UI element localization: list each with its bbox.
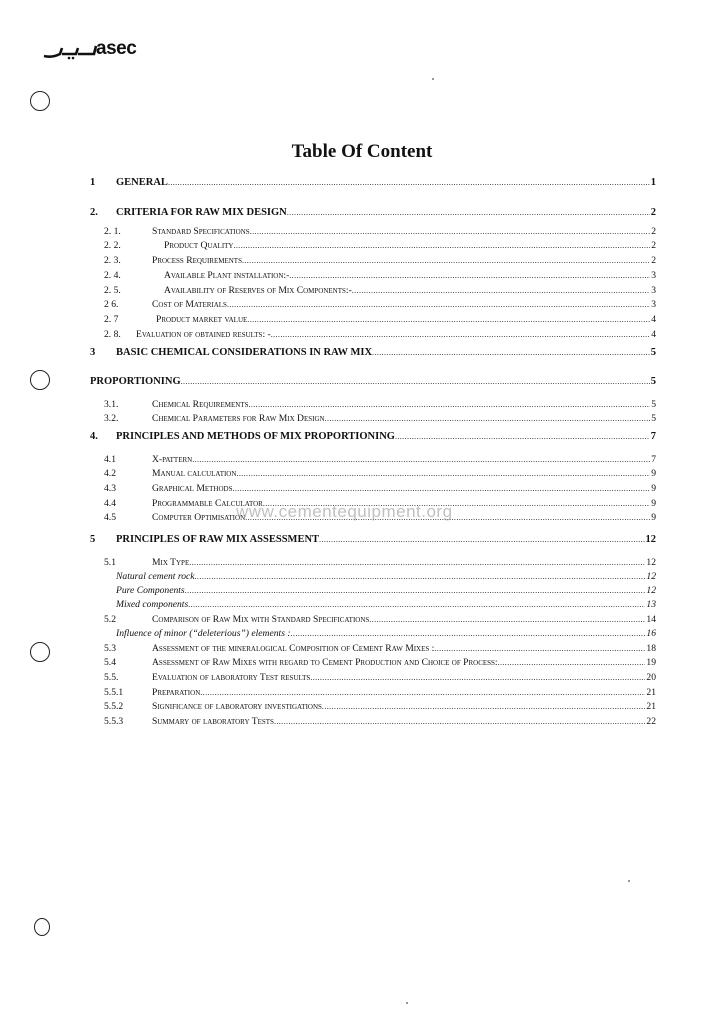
dot-leader xyxy=(434,644,645,653)
toc-entry-title: Standard Specifications xyxy=(152,226,250,237)
punch-hole xyxy=(30,642,50,662)
toc-entry-title: Comparison of Raw Mix with Standard Specifications xyxy=(152,614,370,625)
dot-leader xyxy=(195,572,646,581)
toc-entry-title: Mix Type xyxy=(152,557,190,568)
dot-leader xyxy=(232,484,650,493)
toc-entry-number: 2. 3. xyxy=(104,255,121,266)
toc-entry-page: 4 xyxy=(651,329,656,340)
toc-entry-page: 2 xyxy=(651,226,656,237)
toc-entry-number: 5.5. xyxy=(104,672,119,683)
toc-entry-page: 5 xyxy=(651,413,656,424)
dot-leader xyxy=(248,400,650,409)
toc-entry-page: 2 xyxy=(651,240,656,251)
dot-leader xyxy=(289,271,650,280)
toc-entry-number: 2. xyxy=(90,207,98,218)
toc-entry-page: 20 xyxy=(646,672,656,683)
dot-leader xyxy=(271,330,650,339)
toc-entry-title: X-pattern xyxy=(152,454,193,465)
dot-leader xyxy=(168,178,650,187)
toc-entry-number: 5 xyxy=(90,534,96,545)
toc-entry-number: 2. 2. xyxy=(104,240,121,251)
dot-leader xyxy=(291,629,646,638)
punch-hole xyxy=(30,370,50,390)
toc-entry-title: Significance of laboratory investigations xyxy=(152,701,322,712)
toc-entry-page: 4 xyxy=(651,314,656,325)
toc-entry-page: 21 xyxy=(646,687,656,698)
toc-entry-title: Mixed components xyxy=(116,599,189,610)
toc-entry-title: Chemical Parameters for Raw Mix Design xyxy=(152,413,325,424)
toc-entry-title: Assessment of Raw Mixes with regard to Cement Production and Choice of Process: xyxy=(152,657,498,668)
dot-leader xyxy=(192,455,650,464)
toc-entry-title: Available Plant installation:- xyxy=(164,270,290,281)
toc-entry-number: 1 xyxy=(90,177,96,188)
toc-entry-page: 1 xyxy=(650,177,656,188)
company-logo xyxy=(42,40,152,62)
toc-entry-page: 5 xyxy=(650,376,656,387)
toc-entry-number: 4.5 xyxy=(104,512,116,523)
dot-leader xyxy=(185,586,646,595)
toc-entry-title: Availability of Reserves of Mix Components:- xyxy=(164,285,352,296)
toc-entry-number: 2. 7 xyxy=(104,314,119,325)
scan-speck xyxy=(432,78,434,80)
dot-leader xyxy=(395,432,650,441)
dot-leader xyxy=(319,535,644,544)
toc-entry-title: PRINCIPLES OF RAW MIX ASSESSMENT xyxy=(116,534,320,545)
toc-entry-number: 5.5.3 xyxy=(104,716,124,727)
toc-entry-number: 4.4 xyxy=(104,498,116,509)
toc-entry-title: Evaluation of laboratory Test results xyxy=(152,672,311,683)
scan-speck xyxy=(628,880,630,882)
dot-leader xyxy=(247,315,650,324)
toc-entry-page: 22 xyxy=(646,716,656,727)
toc-entry-title: CRITERIA FOR RAW MIX DESIGN xyxy=(116,207,287,218)
toc-entry-title: PROPORTIONING xyxy=(90,376,181,387)
toc-entry-page: 9 xyxy=(651,483,656,494)
dot-leader xyxy=(369,615,645,624)
toc-entry-page: 12 xyxy=(646,557,656,568)
toc-entry-number: 3.2. xyxy=(104,413,119,424)
toc-entry-number: 5.1 xyxy=(104,557,116,568)
toc-entry-number: 5.3 xyxy=(104,643,116,654)
toc-entry-page: 14 xyxy=(646,614,656,625)
toc-entry-title: Influence of minor (“deleterious”) elements : xyxy=(116,628,291,639)
toc-entry-number: 2. 5. xyxy=(104,285,121,296)
dot-leader xyxy=(236,469,650,478)
toc-entry-page: 2 xyxy=(651,255,656,266)
dot-leader xyxy=(498,658,646,667)
arabic-logo-mark xyxy=(42,42,98,60)
toc-entry-number: 5.5.2 xyxy=(104,701,124,712)
toc-entry-number: 4.3 xyxy=(104,483,116,494)
toc-entry-title: Preparation xyxy=(152,687,201,698)
toc-entry-page: 5 xyxy=(650,347,656,358)
toc-entry-number: 3 xyxy=(90,347,96,358)
toc-entry-page: 12 xyxy=(646,571,656,582)
toc-entry-number: 5.4 xyxy=(104,657,116,668)
toc-entry-title: Manual calculation xyxy=(152,468,237,479)
toc-entry-page: 19 xyxy=(646,657,656,668)
toc-entry-page: 3 xyxy=(651,270,656,281)
toc-entry-number: 2 6. xyxy=(104,299,119,310)
dot-leader xyxy=(322,702,645,711)
toc-entry-title: Chemical Requirements xyxy=(152,399,249,410)
toc-entry-page: 12 xyxy=(646,585,656,596)
toc-entry-title: Natural cement rock xyxy=(116,571,195,582)
toc-entry-number: 4. xyxy=(90,431,98,442)
toc-entry-number: 3.1. xyxy=(104,399,119,410)
toc-entry-page: 9 xyxy=(651,512,656,523)
dot-leader xyxy=(372,348,650,357)
dot-leader xyxy=(188,600,645,609)
toc-entry-page: 9 xyxy=(651,468,656,479)
watermark: www.cementequipment.org xyxy=(236,502,453,521)
toc-entry-title: Summary of laboratory Tests xyxy=(152,716,274,727)
toc-entry-title: Graphical Methods xyxy=(152,483,233,494)
dot-leader xyxy=(181,377,650,386)
toc-entry-page: 3 xyxy=(651,285,656,296)
toc-entry-number: 5.2 xyxy=(104,614,116,625)
toc-entry-page: 7 xyxy=(651,454,656,465)
toc-entry-number: 5.5.1 xyxy=(104,687,124,698)
toc-entry-page: 3 xyxy=(651,299,656,310)
toc-entry-title: Assessment of the mineralogical Composition of Cement Raw Mixes : xyxy=(152,643,435,654)
logo-text: asec xyxy=(96,38,137,59)
toc-entry-title: Product market value xyxy=(156,314,248,325)
toc-entry-title: Computer Optimisation xyxy=(152,512,246,523)
toc-entry-number: 4.1 xyxy=(104,454,116,465)
dot-leader xyxy=(250,227,651,236)
toc-entry-title: Process Requirements xyxy=(152,255,242,266)
dot-leader xyxy=(287,208,650,217)
dot-leader xyxy=(234,241,651,250)
dot-leader xyxy=(227,300,650,309)
dot-leader xyxy=(200,688,645,697)
toc-entry-page: 9 xyxy=(651,498,656,509)
page-title: Table Of Content xyxy=(291,141,433,162)
punch-hole xyxy=(30,91,50,111)
dot-leader xyxy=(352,286,650,295)
dot-leader xyxy=(274,717,645,726)
toc-entry-title: Pure Components xyxy=(116,585,185,596)
toc-entry-title: PRINCIPLES AND METHODS OF MIX PROPORTIONING xyxy=(116,431,395,442)
toc-entry-page: 2 xyxy=(650,207,656,218)
toc-entry-page: 12 xyxy=(645,534,656,545)
toc-entry-title: Evaluation of obtained results: - xyxy=(136,329,271,340)
dot-leader xyxy=(310,673,645,682)
toc-entry-page: 21 xyxy=(646,701,656,712)
toc-entry-page: 13 xyxy=(646,599,656,610)
toc-entry-number: 4.2 xyxy=(104,468,116,479)
toc-entry-title: Product Quality xyxy=(164,240,234,251)
toc-entry-title: GENERAL xyxy=(116,177,168,188)
toc-entry-page: 7 xyxy=(650,431,656,442)
toc-entry-page: 5 xyxy=(651,399,656,410)
toc-entry-number: 2. 1. xyxy=(104,226,121,237)
punch-hole xyxy=(34,918,50,936)
dot-leader xyxy=(189,558,645,567)
toc-entry-page: 16 xyxy=(646,628,656,639)
scan-speck xyxy=(406,1002,408,1004)
toc-entry-title: BASIC CHEMICAL CONSIDERATIONS IN RAW MIX xyxy=(116,347,373,358)
toc-entry-page: 18 xyxy=(646,643,656,654)
toc-entry-title: Programmable Calculator xyxy=(152,498,263,509)
toc-entry-title: Cost of Materials xyxy=(152,299,227,310)
toc-entry-number: 2. 8. xyxy=(104,329,121,340)
dot-leader xyxy=(242,256,650,265)
toc-entry-number: 2. 4. xyxy=(104,270,121,281)
dot-leader xyxy=(325,414,651,423)
